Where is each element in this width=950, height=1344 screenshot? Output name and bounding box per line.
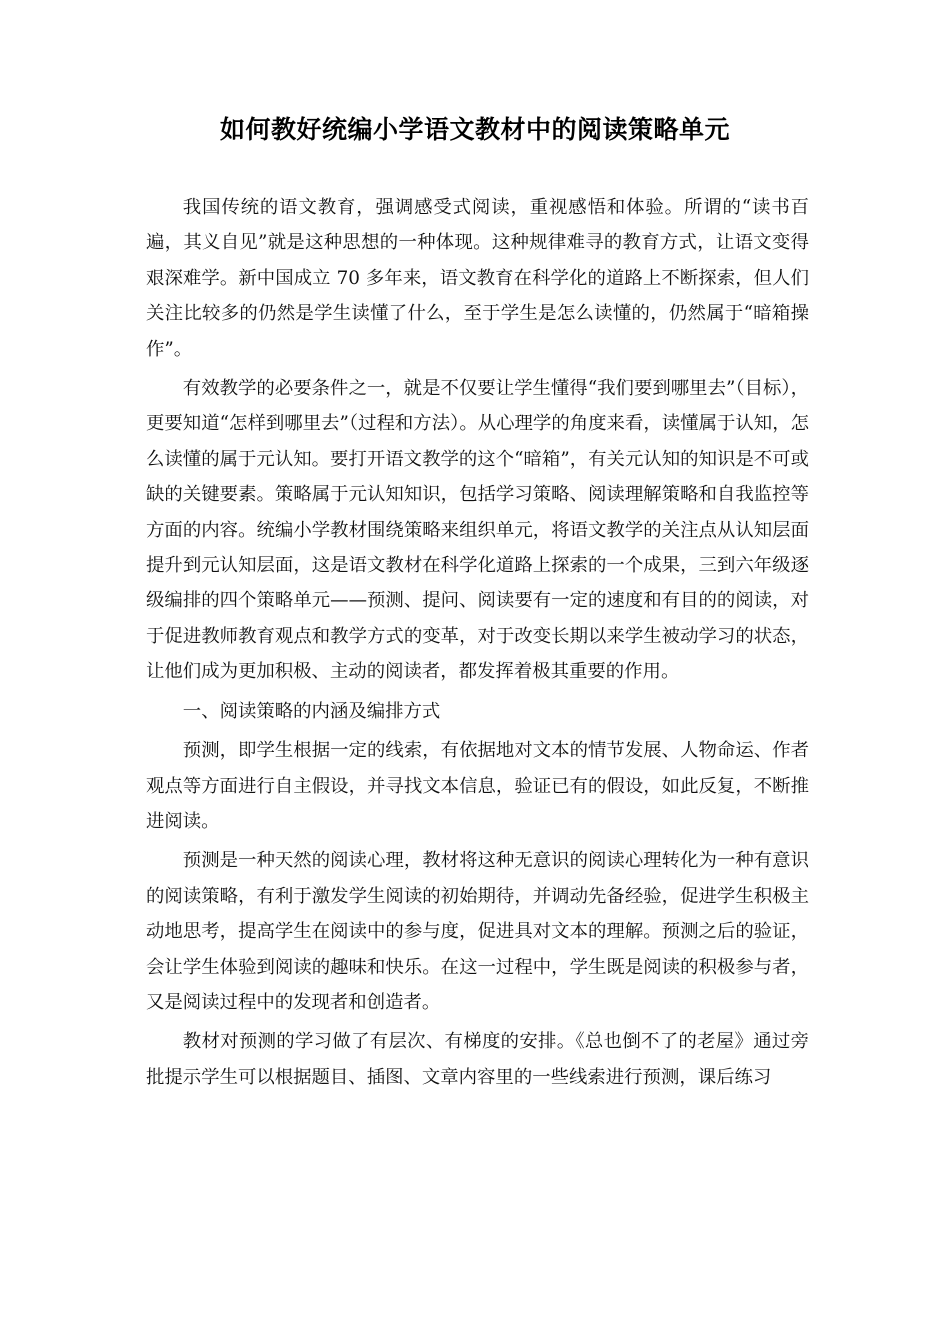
paragraph: 我国传统的语文教育，强调感受式阅读，重视感悟和体验。所谓的“读书百遍，其义自见”就是这种思想的一种体现。这种规律难寻的教育方式，让语文变得艰深难学。新中国成立 70 多年来，语文教育在科学化的道路上不断探索，但人们关注比较多的仍然是学生读懂了什么，至于学生是怎么读懂的，仍然属于“暗箱操作”。 <box>146 197 809 360</box>
paragraph: 有效教学的必要条件之一，就是不仅要让学生懂得“我们要到哪里去”（目标），更要知道“怎样到哪里去”（过程和方法）。从心理学的角度来看，读懂属于认知，怎么读懂的属于元认知。要打开语文教学的这个“暗箱”，有关元认知的知识是不可或缺的关键要素。策略属于元认知知识，包括学习策略、阅读理解策略和自我监控等方面的内容。统编小学教材围绕策略来组织单元，将语文教学的关注点从认知层面提升到元认知层面，这是语文教材在科学化道路上探索的一个成果，三到六年级逐级编排的四个策略单元——预测、提问、阅读要有一定的速度和有目的的阅读，对于促进教师教育观点和教学方式的变革，对于改变长期以来学生被动学习的状态，让他们成为更加积极、主动的阅读者，都发挥着极其重要的作用。 <box>146 378 809 683</box>
paragraph: 预测，即学生根据一定的线索，有依据地对文本的情节发展、人物命运、作者观点等方面进行自主假设，并寻找文本信息，验证已有的假设，如此反复，不断推进阅读。 <box>146 740 809 832</box>
paragraph: 教材对预测的学习做了有层次、有梯度的安排。《总也倒不了的老屋》通过旁批提示学生可以根据题目、插图、文章内容里的一些线索进行预测，课后练习 <box>146 1031 809 1088</box>
document-body <box>146 190 809 1099</box>
paragraph: 预测是一种天然的阅读心理，教材将这种无意识的阅读心理转化为一种有意识的阅读策略，有利于激发学生阅读的初始期待，并调动先备经验，促进学生积极主动地思考，提高学生在阅读中的参与度，促进具对文本的理解。预测之后的验证，会让学生体验到阅读的趣味和快乐。在这一过程中，学生既是阅读的积极参与者，又是阅读过程中的发现者和创造者。 <box>146 850 809 1013</box>
section-heading: 一、阅读策略的内涵及编排方式 <box>182 700 441 722</box>
document-title: 如何教好统编小学语文教材中的阅读策略单元 <box>219 115 730 144</box>
